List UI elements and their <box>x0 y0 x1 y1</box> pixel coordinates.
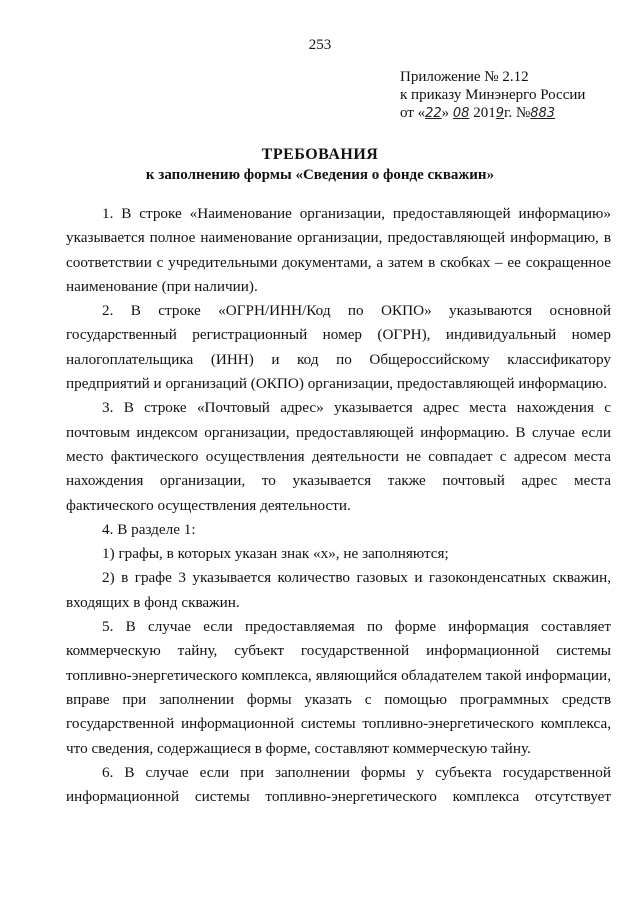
appendix-header <box>400 68 630 123</box>
paragraph-4-item-1: 1) графы, в которых указан знак «х», не заполняются; <box>102 545 449 563</box>
appendix-title: Приложение № 2.12 <box>400 69 529 85</box>
date-sep-2: 201 <box>469 105 496 121</box>
handwritten-year-digit: 9 <box>495 106 504 121</box>
page-number: 253 <box>308 37 332 53</box>
paragraph-4: 4. В разделе 1: <box>102 520 196 538</box>
paragraph-4-item-2: 2) в графе 3 указывается количество газовых и газоконденсатных скважин, входящих в фонд скважин. <box>66 569 611 611</box>
appendix-order-date-number <box>400 104 630 123</box>
paragraph-6: 6. В случае если при заполнении формы у субъекта государственной информационной системы топливно-энергетического комплекса отсутствует <box>66 763 611 806</box>
handwritten-month: 08 <box>452 106 470 121</box>
paragraph-3: 3. В строке «Почтовый адрес» указывается адрес места нахождения с почтовым индексом организации, предоставляющей информацию. В случае если место фактического осуществления деятельности не совпадает с адресом места нахождения организации, то указывается также почтовый адрес места фактического осуществления деятельности. <box>66 399 611 514</box>
paragraph-2: 2. В строке «ОГРН/ИНН/Код по ОКПО» указываются основной государственный регистрационный номер (ОГРН), индивидуальный номер налогоплательщика (ИНН) и код по Общероссийскому классификатору предприятий и организаций (ОКПО) организации, предоставляющей информацию. <box>66 302 611 393</box>
paragraph-1: 1. В строке «Наименование организации, предоставляющей информацию» указывается полное наименование организации, предоставляющей информацию, в соответствии с учредительными документами, а затем в скобках – ее сокращенное наименование (при наличии). <box>66 205 611 295</box>
date-sep-3: г. № <box>503 105 531 121</box>
handwritten-day: 22 <box>425 106 442 121</box>
date-sep-1: » <box>441 105 453 121</box>
title-block <box>0 145 640 185</box>
appendix-order-reference: к приказу Минэнерго России <box>400 87 586 103</box>
handwritten-order-number: 883 <box>530 106 556 121</box>
date-prefix: от « <box>400 105 426 121</box>
document-subtitle: к заполнению формы «Сведения о фонде скважин» <box>145 167 495 183</box>
paragraph-5: 5. В случае если предоставляемая по форме информация составляет коммерческую тайну, субъект государственной информационной системы топливно-энергетического комплекса, являющийся обладателем такой информации, вправе при заполнении формы указать с помощью программных средств государственной информационной системы топливно-энергетического комплекса, что сведения, содержащиеся в форме, составляют коммерческую тайну. <box>66 618 611 757</box>
document-title: ТРЕБОВАНИЯ <box>261 146 379 163</box>
document-body <box>66 202 611 809</box>
